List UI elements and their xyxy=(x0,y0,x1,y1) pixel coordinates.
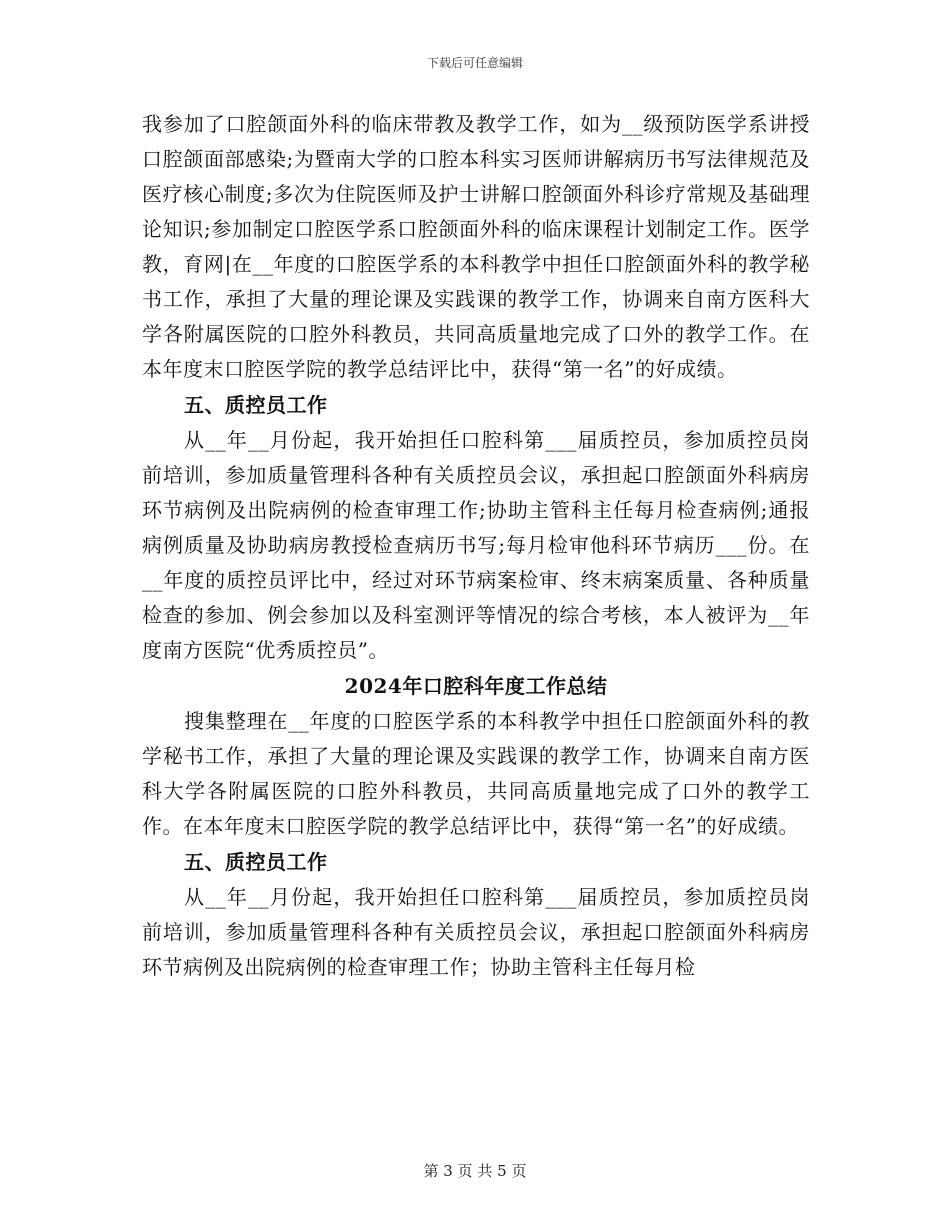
paragraph-quality-control-repeat: 从__年__月份起，我开始担任口腔科第___届质控员，参加质控员岗前培训，参加质量管理科各种有关质控员会议，承担起口腔颌面外科病房环节病例及出院病例的检查审理工作；协助主管科主任每月检 xyxy=(142,885,810,979)
paragraph-quality-control: 从__年__月份起，我开始担任口腔科第___届质控员，参加质控员岗前培训，参加质量管理科各种有关质控员会议，承担起口腔颌面外科病房环节病例及出院病例的检查审理工作;协助主管科主任每月检查病例;通报病例质量及协助病房教授检查病历书写;每月检审他科环节病历___份。在__年度的质控员评比中，经过对环节病案检审、终末病案质量、各种质量检查的参加、例会参加以及科室测评等情况的综合考核，本人被评为__年度南方医院“优秀质控员”。 xyxy=(142,428,810,662)
paragraph-summary-teaching: 搜集整理在__年度的口腔医学系的本科教学中担任口腔颌面外科的教学秘书工作，承担了大量的理论课及实践课的教学工作，协调来自南方医科大学各附属医院的口腔外科教员，共同高质量地完成了口外的教学工作。在本年度末口腔医学院的教学总结评比中，获得“第一名”的好成绩。 xyxy=(142,709,810,838)
section-heading-quality-control-repeat: 五、质控员工作 xyxy=(184,850,328,874)
document-title: 2024年口腔科年度工作总结 xyxy=(344,674,608,698)
paragraph-teaching-work: 我参加了口腔颌面外科的临床带教及教学工作，如为__级预防医学系讲授口腔颌面部感染;为暨南大学的口腔本科实习医师讲解病历书写法律规范及医疗核心制度;多次为住院医师及护士讲解口腔颌面外科诊疗常规及基础理论知识;参加制定口腔医学系口腔颌面外科的临床课程计划制定工作。医学教，育网|在__年度的口腔医学系的本科教学中担任口腔颌面外科的教学秘书工作，承担了大量的理论课及实践课的教学工作，协调来自南方医科大学各附属医院的口腔外科教员，共同高质量地完成了口外的教学工作。在本年度末口腔医学院的教学总结评比中，获得“第一名”的好成绩。 xyxy=(142,112,810,381)
page-number: 第 3 页 共 5 页 xyxy=(423,1162,527,1180)
page-header-note: 下载后可任意编辑 xyxy=(426,56,523,70)
document-body xyxy=(142,107,810,985)
section-heading-quality-control: 五、质控员工作 xyxy=(184,393,328,417)
